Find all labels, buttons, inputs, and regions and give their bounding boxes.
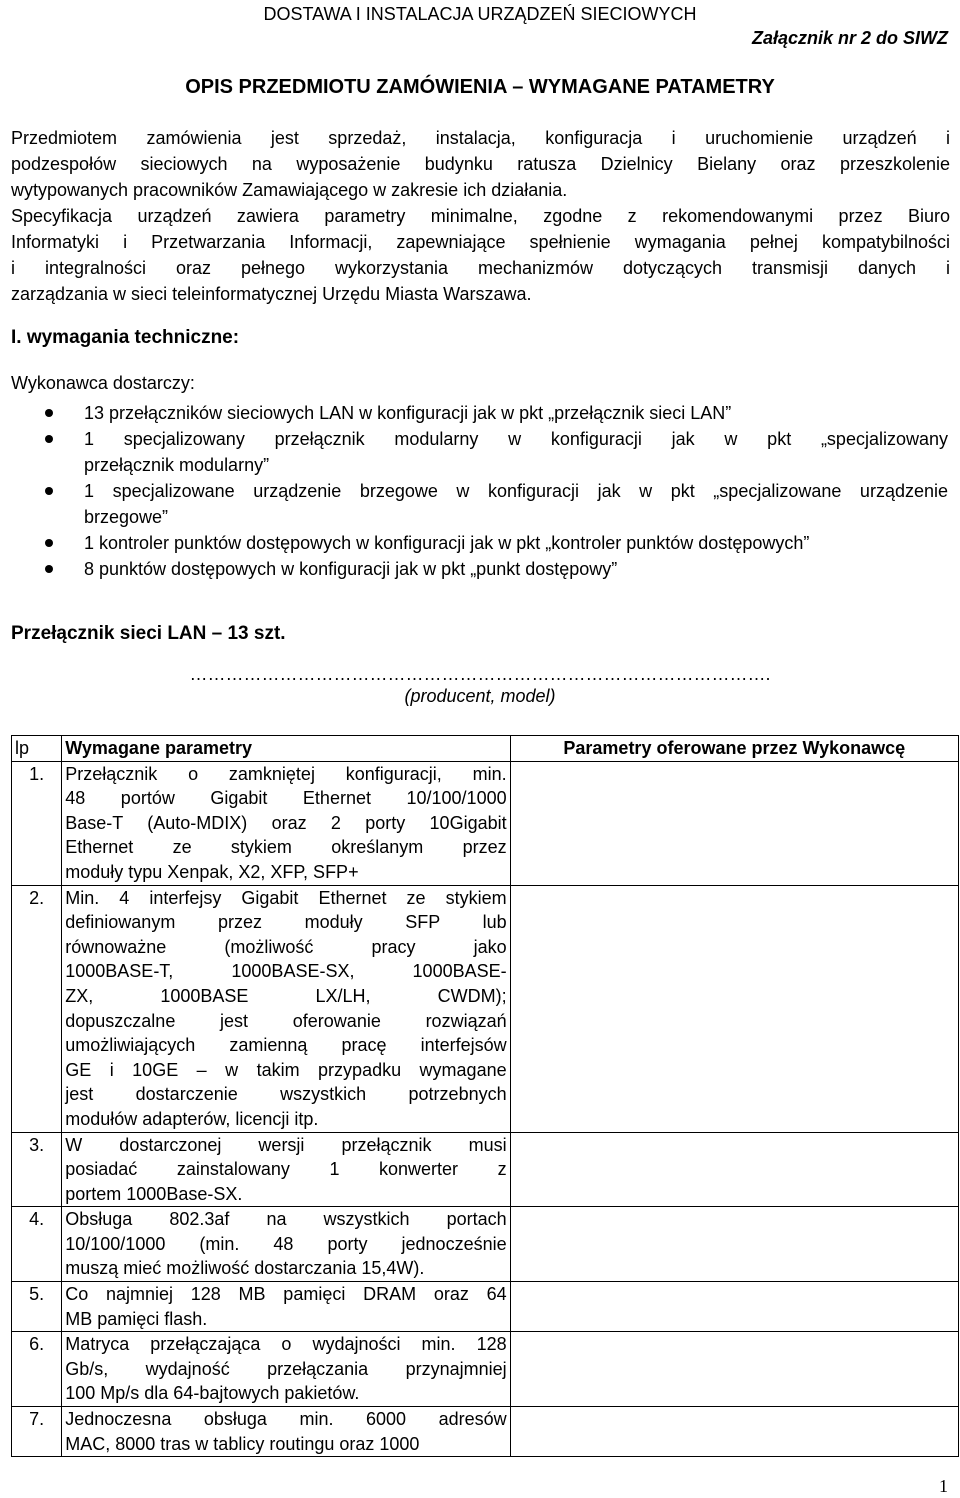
paragraph-line: Informatyki i Przetwarzania Informacji, zapewniające spełnienie wymagania pełnej kompatybilności <box>11 232 950 252</box>
bullet-icon <box>45 539 53 547</box>
list-item-line: przełącznik modularny” <box>84 455 270 475</box>
table-row <box>12 1332 959 1407</box>
table-row <box>12 1207 959 1282</box>
required-param-cell <box>62 761 510 885</box>
required-param-line: ZX, 1000BASE LX/LH, CWDM); <box>65 985 507 1006</box>
required-param-text <box>65 1282 506 1331</box>
required-param-text <box>65 1133 506 1207</box>
required-param-line: MAC, 8000 tras w tablicy routingu oraz 1000 <box>65 1433 420 1454</box>
producer-fill-line: ……………………………………………………………………………………. <box>189 664 771 684</box>
table-row <box>12 1282 959 1332</box>
offered-param-cell[interactable] <box>510 1282 958 1332</box>
list-item-text <box>84 556 948 582</box>
required-param-cell <box>62 1332 510 1407</box>
required-param-text <box>65 1332 506 1406</box>
offered-param-cell[interactable] <box>510 1407 958 1457</box>
list-item-line: 8 punktów dostępowych w konfiguracji jak w pkt „punkt dostępowy” <box>84 559 618 579</box>
document-title: OPIS PRZEDMIOTU ZAMÓWIENIA – WYMAGANE PATAMETRY <box>185 76 775 98</box>
offered-param-cell[interactable] <box>510 885 958 1132</box>
list-item-line: 13 przełączników sieciowych LAN w konfiguracji jak w pkt „przełącznik sieci LAN” <box>84 403 732 423</box>
producer-label: (producent, model) <box>404 686 556 706</box>
row-number-cell: 6. <box>12 1332 62 1407</box>
offered-param-cell[interactable] <box>510 1207 958 1282</box>
page-number: 1 <box>939 1476 948 1496</box>
required-param-line: Przełącznik o zamkniętej konfiguracji, min. <box>65 763 507 784</box>
required-param-line: MB pamięci flash. <box>65 1308 208 1329</box>
required-param-line: 10/100/1000 (min. 48 porty jednocześnie <box>65 1233 507 1254</box>
required-param-line: 1000BASE-T, 1000BASE-SX, 1000BASE- <box>65 961 507 982</box>
list-item <box>0 478 960 530</box>
row-number-cell: 1. <box>12 761 62 885</box>
required-param-line: moduły typu Xenpak, X2, XFP, SFP+ <box>65 861 359 882</box>
required-param-cell <box>62 1407 510 1457</box>
required-param-line: W dostarczonej wersji przełącznik musi <box>65 1134 507 1155</box>
required-param-text <box>65 1207 506 1281</box>
required-param-cell <box>62 1132 510 1207</box>
required-param-text <box>65 762 506 885</box>
intro-paragraph-2 <box>11 203 950 307</box>
paragraph-line: wytypowanych pracowników Zamawiającego w zakresie ich działania. <box>11 180 568 200</box>
required-param-line: Matryca przełączająca o wydajności min. 128 <box>65 1334 507 1355</box>
bullet-icon <box>45 435 53 443</box>
paragraph-line: zarządzania w sieci teleinformatycznej Urzędu Miasta Warszawa. <box>11 284 532 304</box>
annex-label: Załącznik nr 2 do SIWZ <box>751 28 948 48</box>
required-param-line: dopuszczalne jest oferowanie rozwiązań <box>65 1010 507 1031</box>
required-param-cell <box>62 1282 510 1332</box>
required-param-line: definiowanym przez moduły SFP lub <box>65 912 507 933</box>
table-body <box>12 761 959 1457</box>
required-param-text <box>65 886 506 1132</box>
list-item <box>0 426 960 478</box>
offered-param-cell[interactable] <box>510 1132 958 1207</box>
table-row <box>12 761 959 885</box>
intro-paragraph-1 <box>11 125 950 203</box>
table-header-row <box>12 736 959 762</box>
list-item-text <box>84 400 948 426</box>
row-number-cell: 4. <box>12 1207 62 1282</box>
row-number-cell: 5. <box>12 1282 62 1332</box>
offered-param-cell[interactable] <box>510 761 958 885</box>
required-param-line: Min. 4 interfejsy Gigabit Ethernet ze stykiem <box>65 887 507 908</box>
required-param-text <box>65 1407 506 1456</box>
required-param-line: Ethernet ze stykiem określanym przez <box>65 837 507 858</box>
offered-param-cell[interactable] <box>510 1332 958 1407</box>
required-param-line: portem 1000Base-SX. <box>65 1183 243 1204</box>
section-heading: I. wymagania techniczne: <box>11 327 240 348</box>
table-row <box>12 1407 959 1457</box>
header-lp: lp <box>12 736 62 762</box>
list-item <box>0 530 960 556</box>
list-item <box>0 400 960 426</box>
bullet-icon <box>45 409 53 417</box>
required-param-line: Gb/s, wydajność przełączania przynajmniej <box>65 1358 507 1379</box>
paragraph-line: Przedmiotem zamówienia jest sprzedaż, instalacja, konfiguracja i uruchomienie urządzeń i <box>11 128 950 148</box>
required-param-line: modułów adapterów, licencji itp. <box>65 1108 319 1129</box>
header-required-params: Wymagane parametry <box>62 736 510 762</box>
bullet-icon <box>45 565 53 573</box>
required-param-line: muszą mieć możliwość dostarczania 15,4W). <box>65 1258 425 1279</box>
header-title: DOSTAWA I INSTALACJA URZĄDZEŃ SIECIOWYCH <box>263 4 697 24</box>
required-param-line: 48 portów Gigabit Ethernet 10/100/1000 <box>65 788 507 809</box>
required-param-line: Base-T (Auto-MDIX) oraz 2 porty 10Gigabit <box>65 812 507 833</box>
required-param-line: umożliwiających zamienną pracę interfejsów <box>65 1035 507 1056</box>
contractor-label: Wykonawca dostarczy: <box>11 373 195 393</box>
row-number-cell: 3. <box>12 1132 62 1207</box>
row-number-cell: 2. <box>12 885 62 1132</box>
paragraph-line: Specyfikacja urządzeń zawiera parametry minimalne, zgodne z rekomendowanymi przez Biuro <box>11 206 950 226</box>
deliverables-list <box>0 400 960 582</box>
required-param-line: posiadać zainstalowany 1 konwerter z <box>65 1159 507 1180</box>
required-param-line: Co najmniej 128 MB pamięci DRAM oraz 64 <box>65 1284 507 1305</box>
list-item-text <box>84 426 948 478</box>
required-param-line: GE i 10GE – w takim przypadku wymagane <box>65 1059 507 1080</box>
required-param-line: Jednoczesna obsługa min. 6000 adresów <box>65 1409 507 1430</box>
table-row <box>12 885 959 1132</box>
header-offered-params: Parametry oferowane przez Wykonawcę <box>510 736 958 762</box>
row-number-cell: 7. <box>12 1407 62 1457</box>
parameters-table <box>11 735 959 1457</box>
required-param-line: jest dostarczenie wszystkich potrzebnych <box>65 1084 507 1105</box>
list-item-line: brzegowe” <box>84 507 169 527</box>
list-item-text <box>84 478 948 530</box>
required-param-cell <box>62 885 510 1132</box>
lan-switch-title: Przełącznik sieci LAN – 13 szt. <box>11 623 286 644</box>
required-param-line: Obsługa 802.3af na wszystkich portach <box>65 1209 507 1230</box>
required-param-cell <box>62 1207 510 1282</box>
list-item-text <box>84 530 948 556</box>
list-item-line: 1 specjalizowane urządzenie brzegowe w konfiguracji jak w pkt „specjalizowane urządzenie <box>84 481 948 501</box>
list-item <box>0 556 960 582</box>
list-item-line: 1 kontroler punktów dostępowych w konfiguracji jak w pkt „kontroler punktów dostępowych” <box>84 533 810 553</box>
required-param-line: 100 Mp/s dla 64-bajtowych pakietów. <box>65 1383 360 1404</box>
table-row <box>12 1132 959 1207</box>
required-param-line: równoważne (możliwość pracy jako <box>65 936 507 957</box>
paragraph-line: podzespołów sieciowych na wyposażenie budynku ratusza Dzielnicy Bielany oraz przeszkolenie <box>11 154 950 174</box>
list-item-line: 1 specjalizowany przełącznik modularny w konfiguracji jak w pkt „specjalizowany <box>84 429 948 449</box>
paragraph-line: i integralności oraz pełnego wykorzystania mechanizmów dotyczących transmisji danych i <box>11 258 950 278</box>
bullet-icon <box>45 487 53 495</box>
